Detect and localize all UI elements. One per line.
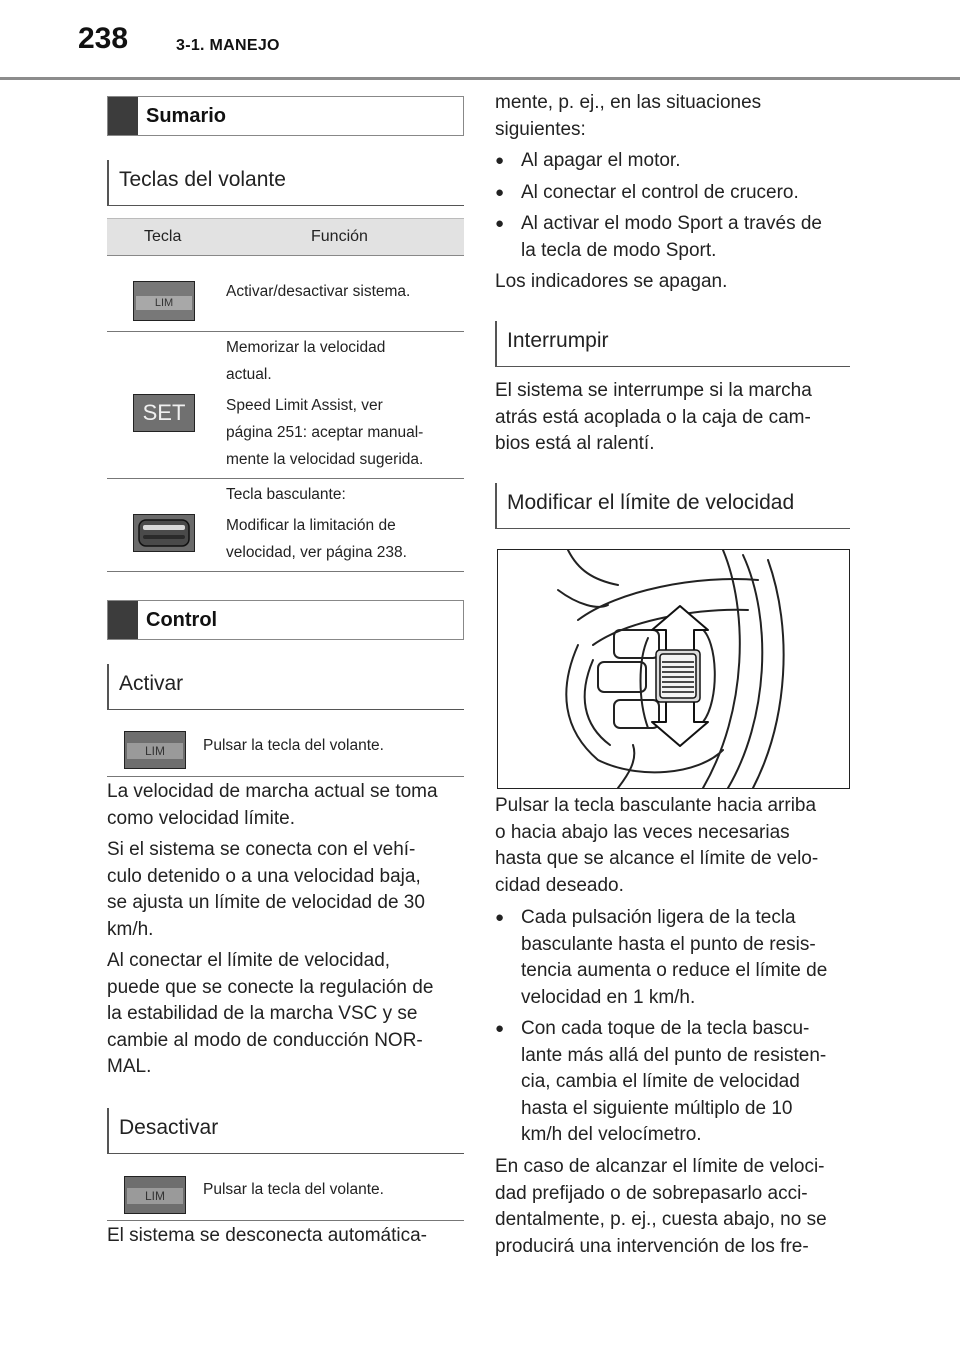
text-line: MAL. <box>107 1056 152 1077</box>
chapter-title: 3-1. MANEJO <box>176 37 280 54</box>
text-line: Los indicadores se apagan. <box>495 271 728 292</box>
function-line: actual. <box>226 366 272 383</box>
function-line: Memorizar la velocidad <box>226 339 386 356</box>
function-line: Activar/desactivar sistema. <box>226 283 411 300</box>
function-text <box>226 481 407 566</box>
set-key-icon: SET <box>133 394 195 432</box>
desactivar-action-text: Pulsar la tecla del volante. <box>203 1181 384 1198</box>
text-line: se ajusta un límite de velocidad de 30 <box>107 892 425 913</box>
activar-action-text: Pulsar la tecla del volante. <box>203 737 384 754</box>
function-line: velocidad, ver página 238. <box>226 544 407 561</box>
text-line: Si el sistema se conecta con el vehí- <box>107 839 416 860</box>
text-line: velocidad en 1 km/h. <box>521 986 696 1008</box>
paragraph <box>107 837 425 943</box>
subheading-activar-label: Activar <box>119 672 184 695</box>
subheading-interrumpir <box>495 321 850 367</box>
text-line: km/h del velocímetro. <box>521 1124 702 1145</box>
paragraph <box>495 1154 827 1260</box>
text-line: culo detenido o a una velocidad baja, <box>107 865 421 887</box>
paragraph <box>495 269 727 296</box>
paragraph <box>107 1223 427 1250</box>
lim-key-label: LIM <box>136 296 192 310</box>
text-line: dentalmente, p. ej., cuesta abajo, no se <box>495 1209 827 1230</box>
text-line: ● Al apagar el motor. <box>521 150 681 171</box>
row-divider <box>107 1220 464 1221</box>
text-line: En caso de alcanzar el límite de veloci- <box>495 1156 825 1177</box>
text-line: El sistema se desconecta automática- <box>107 1225 427 1246</box>
text-line: siguientes: <box>495 118 586 140</box>
section-title-sumario: Sumario <box>146 105 227 127</box>
text-line: bios está al ralentí. <box>495 433 655 454</box>
function-line: Tecla basculante: <box>226 486 346 503</box>
text-line: basculante hasta el punto de resis- <box>521 933 816 955</box>
text-line: ● Cada pulsación ligera de la tecla <box>521 907 796 928</box>
section-bar-control <box>107 600 464 640</box>
text-line: La velocidad de marcha actual se toma <box>107 781 438 802</box>
text-line: dad prefijado o de sobrepasarlo acci- <box>495 1182 808 1204</box>
paragraph <box>107 779 438 832</box>
lim-key-label: LIM <box>127 743 183 759</box>
text-line: o hacia abajo las veces necesarias <box>495 821 790 843</box>
subheading-desactivar <box>107 1108 464 1154</box>
text-line: cidad deseado. <box>495 874 624 896</box>
subheading-teclas <box>107 160 464 206</box>
text-line: ● Al conectar el control de crucero. <box>521 182 799 203</box>
rocker-switch-icon <box>134 515 194 551</box>
subheading-activar <box>107 664 464 710</box>
function-line: Modificar la limitación de <box>226 517 396 534</box>
table-row <box>107 256 464 332</box>
text-line: El sistema se interrumpe si la marcha <box>495 380 812 401</box>
text-line: Al conectar el límite de velocidad, <box>107 950 391 971</box>
rocker-key-icon <box>133 514 195 552</box>
function-line: página 251: aceptar manual- <box>226 424 424 441</box>
subheading-modificar <box>495 483 850 529</box>
text-line: cambie al modo de conducción NOR- <box>107 1029 423 1051</box>
text-line: como velocidad límite. <box>107 807 295 829</box>
page-header <box>0 0 960 80</box>
section-marker <box>108 601 138 639</box>
text-line: hasta que se alcance el límite de velo- <box>495 848 819 869</box>
text-line: hasta el siguiente múltiplo de 10 <box>521 1097 793 1119</box>
column-header-funcion: Función <box>311 228 368 245</box>
table-row <box>107 479 464 572</box>
text-line: Pulsar la tecla basculante hacia arriba <box>495 795 817 816</box>
function-line: mente la velocidad sugerida. <box>226 451 424 468</box>
text-line: lante más allá del punto de resisten- <box>521 1044 827 1066</box>
subheading-interrumpir-label: Interrumpir <box>507 329 609 352</box>
text-line: ● Al activar el modo Sport a través de <box>521 213 822 234</box>
paragraph <box>495 378 812 458</box>
text-line: cia, cambia el límite de velocidad <box>521 1071 800 1092</box>
text-line: tencia aumenta o reduce el límite de <box>521 960 828 981</box>
column-header-tecla: Tecla <box>144 228 182 245</box>
bullet-item <box>495 905 827 1011</box>
table-header <box>107 218 464 256</box>
bullet-item <box>495 211 822 264</box>
subheading-desactivar-label: Desactivar <box>119 1116 219 1139</box>
subheading-modificar-label: Modificar el límite de velocidad <box>507 491 795 514</box>
text-line: mente, p. ej., en las situaciones <box>495 92 762 113</box>
section-marker <box>108 97 138 135</box>
subheading-teclas-label: Teclas del volante <box>119 168 286 191</box>
row-divider <box>107 776 464 777</box>
text-line: producirá una intervención de los fre- <box>495 1235 809 1257</box>
header-rule <box>0 77 960 80</box>
section-title-control: Control <box>146 609 218 631</box>
text-line: atrás está acoplada o la caja de cam- <box>495 406 811 428</box>
bullet-item <box>495 148 680 175</box>
bullet-item <box>495 180 799 207</box>
lim-key-icon <box>124 1176 186 1214</box>
text-line: la tecla de modo Sport. <box>521 239 717 261</box>
section-bar-sumario <box>107 96 464 136</box>
lim-key-icon <box>124 731 186 769</box>
paragraph <box>495 793 818 899</box>
text-line: la estabilidad de la marcha VSC y se <box>107 1003 418 1024</box>
steering-wheel-figure <box>497 549 850 789</box>
lim-key-label: LIM <box>127 1188 183 1204</box>
page-number: 238 <box>78 22 129 55</box>
function-text <box>226 334 423 473</box>
table-row <box>107 332 464 479</box>
paragraph <box>495 90 761 143</box>
steering-wheel-rocker-icon <box>498 550 850 789</box>
text-line: puede que se conecte la regulación de <box>107 976 434 998</box>
lim-key-icon <box>133 281 195 321</box>
text-line: ● Con cada toque de la tecla bascu- <box>521 1018 810 1039</box>
bullet-item <box>495 1016 826 1149</box>
function-text <box>226 278 410 305</box>
paragraph <box>107 948 433 1081</box>
text-line: km/h. <box>107 918 154 940</box>
function-line: Speed Limit Assist, ver <box>226 397 383 414</box>
